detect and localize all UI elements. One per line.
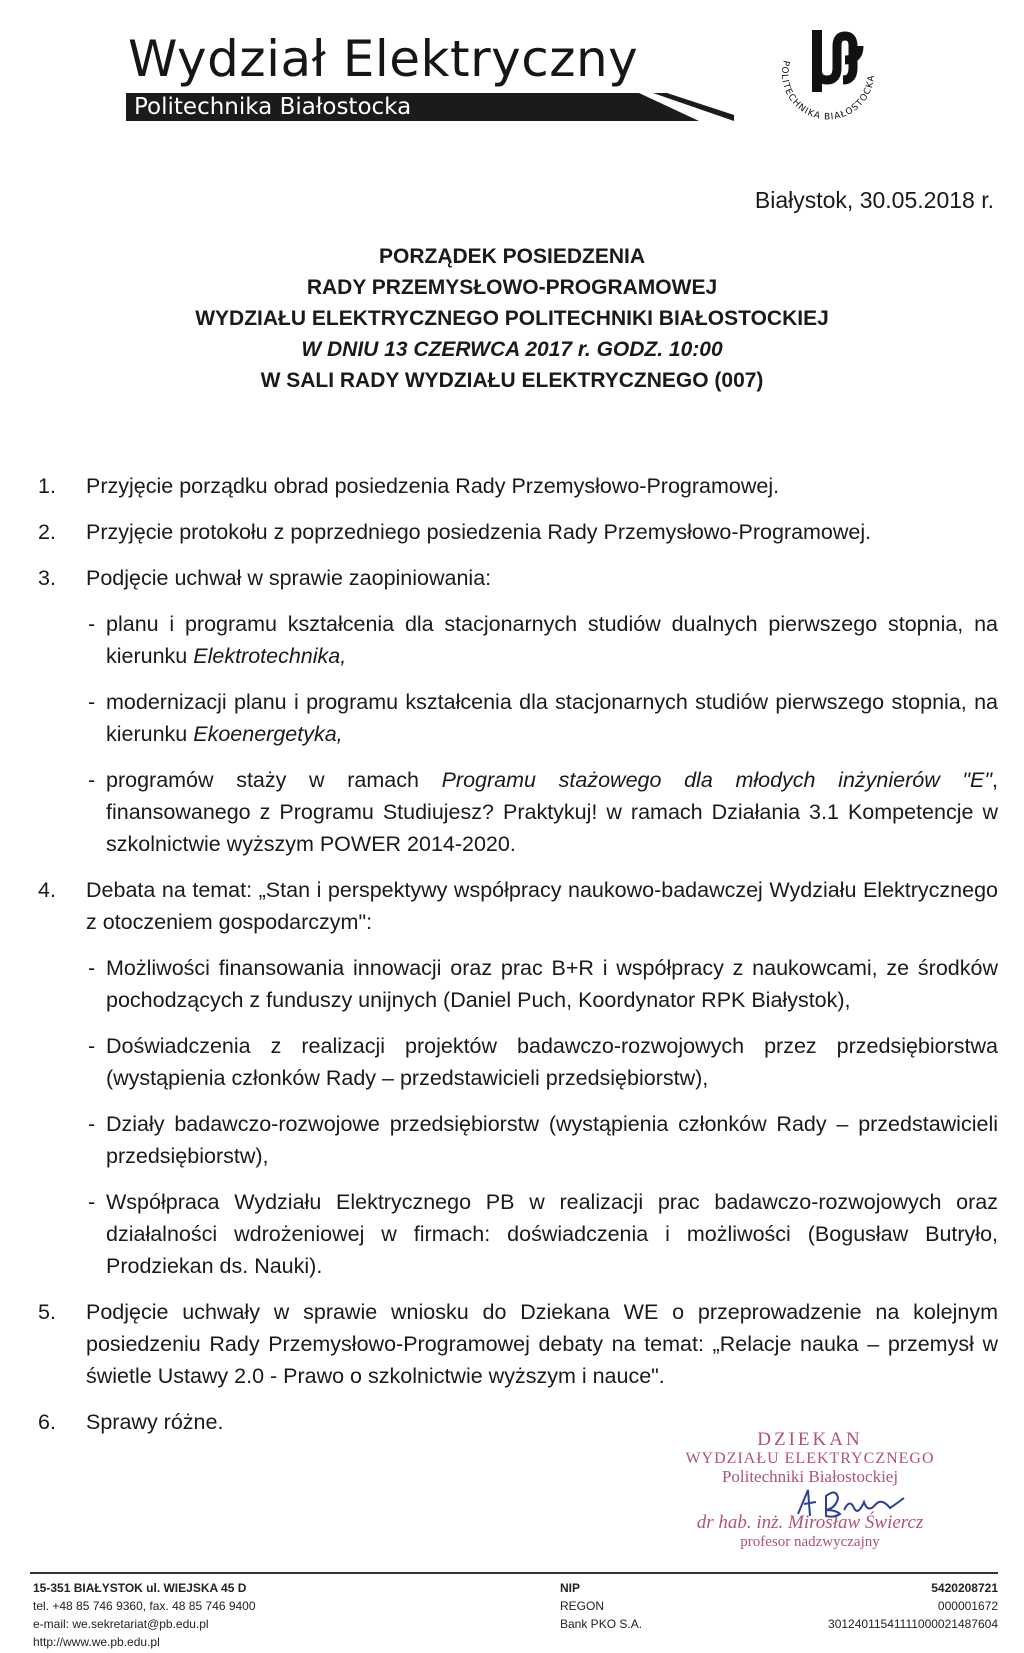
- agenda-item: [38, 874, 998, 938]
- agenda-number: 5.: [38, 1300, 56, 1324]
- stamp-university: Politechniki Białostockiej: [721, 1467, 899, 1486]
- subitem-emphasis: Elektrotechnika,: [193, 644, 347, 668]
- heading-line-3: WYDZIAŁU ELEKTRYCZNEGO POLITECHNIKI BIAŁOSTOCKIEJ: [195, 307, 829, 330]
- agenda-number: 1.: [38, 474, 56, 498]
- regon-label: REGON: [560, 1599, 605, 1613]
- subitem-text: , finansowanego z Programu Studiujesz? Praktykuj! w ramach Działania 3.1 Kompetencje w szkolnictwie wyższym POWER 2014-2020.: [106, 768, 998, 856]
- heading-line-4: W DNIU 13 CZERWCA 2017 r. GODZ. 10:00: [301, 338, 723, 361]
- agenda-number: 6.: [38, 1410, 56, 1434]
- agenda-number: 4.: [38, 878, 56, 902]
- logo-ring-text: POLITECHNIKA BIAŁOSTOCKA: [778, 59, 878, 123]
- stamp-name: dr hab. inż. Mirosław Świercz: [696, 1512, 924, 1533]
- bullet-dash: -: [88, 690, 96, 714]
- bullet-dash: -: [88, 768, 96, 792]
- bank-label: Bank PKO S.A.: [560, 1617, 643, 1631]
- agenda-number: 2.: [38, 520, 56, 544]
- footer-email: e-mail: we.sekretariat@pb.edu.pl: [33, 1617, 209, 1631]
- heading-line-1: PORZĄDEK POSIEDZENIA: [378, 245, 646, 268]
- agenda-text: Przyjęcie porządku obrad posiedzenia Rady Przemysłowo-Programowej.: [86, 474, 780, 498]
- header-bar: [126, 93, 734, 121]
- handwritten-signature: [790, 1484, 910, 1522]
- faculty-title: Wydział Elektryczny: [128, 30, 639, 88]
- agenda-item: [38, 516, 998, 548]
- stamp-position: profesor nadzwyczajny: [740, 1534, 880, 1550]
- subitem-emphasis: Programu stażowego dla młodych inżynierów "E": [441, 768, 993, 792]
- subitem-text: Doświadczenia z realizacji projektów badawczo-rozwojowych przez przedsiębiorstwa (wystąpienia członków Rady – przedstawicieli przedsiębiorstw),: [106, 1034, 998, 1090]
- footer-phone: tel. +48 85 746 9360, fax. 48 85 746 9400: [33, 1599, 256, 1613]
- agenda-subitem: [38, 764, 998, 860]
- stamp-title: DZIEKAN: [757, 1429, 863, 1450]
- footer-divider: [30, 1572, 998, 1574]
- document-heading: [0, 241, 1024, 396]
- agenda-item: [38, 562, 998, 594]
- agenda-subitem: [38, 1186, 998, 1282]
- regon-value: 000001672: [937, 1599, 998, 1613]
- agenda-subitem: [38, 1030, 998, 1094]
- document-date: Białystok, 30.05.2018 r.: [754, 187, 994, 213]
- footer-registry-values: [828, 1579, 998, 1633]
- agenda-text: Debata na temat: „Stan i perspektywy współpracy naukowo-badawczej Wydziału Elektrycznego z otoczeniem gospodarczym":: [86, 878, 998, 934]
- agenda-item: [38, 470, 998, 502]
- agenda-list: [38, 470, 998, 1452]
- bullet-dash: -: [88, 956, 96, 980]
- agenda-text: Przyjęcie protokołu z poprzedniego posiedzenia Rady Przemysłowo-Programowej.: [86, 520, 872, 544]
- subitem-text: Możliwości finansowania innowacji oraz prac B+R i współpracy z naukowcami, ze środków pochodzących z funduszy unijnych (Daniel Puch, Koordynator RPK Białystok),: [106, 956, 998, 1012]
- agenda-item: [38, 1296, 998, 1392]
- heading-line-5: W SALI RADY WYDZIAŁU ELEKTRYCZNEGO (007): [260, 369, 764, 392]
- svg-text:POLITECHNIKA BIAŁOSTOCKA: [779, 59, 877, 122]
- subitem-text: Działy badawczo-rozwojowe przedsiębiorstw (wystąpienia członków Rady – przedstawicieli przedsiębiorstw),: [106, 1112, 998, 1168]
- subitem-text: planu i programu kształcenia dla stacjonarnych studiów dualnych pierwszego stopnia, na kierunku: [106, 612, 998, 668]
- subitem-emphasis: Ekoenergetyka,: [193, 722, 343, 746]
- subitem-text: modernizacji planu i programu kształcenia dla stacjonarnych studiów pierwszego stopnia, na kierunku: [106, 690, 998, 746]
- agenda-number: 3.: [38, 566, 56, 590]
- bullet-dash: -: [88, 612, 96, 636]
- footer-address: 15-351 BIAŁYSTOK ul. WIEJSKA 45 D: [33, 1581, 247, 1595]
- agenda-text: Sprawy różne.: [86, 1410, 224, 1434]
- footer-registry-labels: [560, 1579, 642, 1633]
- bullet-dash: -: [88, 1112, 96, 1136]
- bank-account-value: 30124011541111000021487604: [828, 1617, 998, 1631]
- agenda-text: Podjęcie uchwały w sprawie wniosku do Dziekana WE o przeprowadzenie na kolejnym posiedzeniu Rady Przemysłowo-Programowej debaty na temat: „Relacje nauka – przemysł w świetle Ustawy 2.0 - Prawo o szkolnictwie wyższym i nauce".: [86, 1300, 998, 1388]
- bullet-dash: -: [88, 1190, 96, 1214]
- agenda-text: Podjęcie uchwał w sprawie zaopiniowania:: [86, 566, 492, 590]
- agenda-subitem: [38, 686, 998, 750]
- subitem-text: Współpraca Wydziału Elektrycznego PB w realizacji prac badawczo-rozwojowych oraz działalności wdrożeniowej w firmach: doświadczenia i możliwości (Bogusław Butryło, Prodziekan ds. Nauki).: [106, 1190, 998, 1278]
- nip-label: NIP: [560, 1581, 581, 1595]
- header-bar-decoration: [639, 93, 734, 121]
- agenda-subitem: [38, 952, 998, 1016]
- agenda-subitem: [38, 1108, 998, 1172]
- university-logo-icon: [762, 20, 894, 138]
- university-name: Politechnika Białostocka: [134, 94, 412, 120]
- nip-value: 5420208721: [931, 1581, 998, 1595]
- agenda-subitem: [38, 608, 998, 672]
- heading-line-2: RADY PRZEMYSŁOWO-PROGRAMOWEJ: [306, 276, 718, 299]
- subitem-text: programów staży w ramach: [106, 768, 442, 792]
- footer-contact: [33, 1579, 256, 1651]
- bullet-dash: -: [88, 1034, 96, 1058]
- footer-website: http://www.we.pb.edu.pl: [33, 1635, 160, 1649]
- stamp-faculty: WYDZIAŁU ELEKTRYCZNEGO: [685, 1450, 935, 1467]
